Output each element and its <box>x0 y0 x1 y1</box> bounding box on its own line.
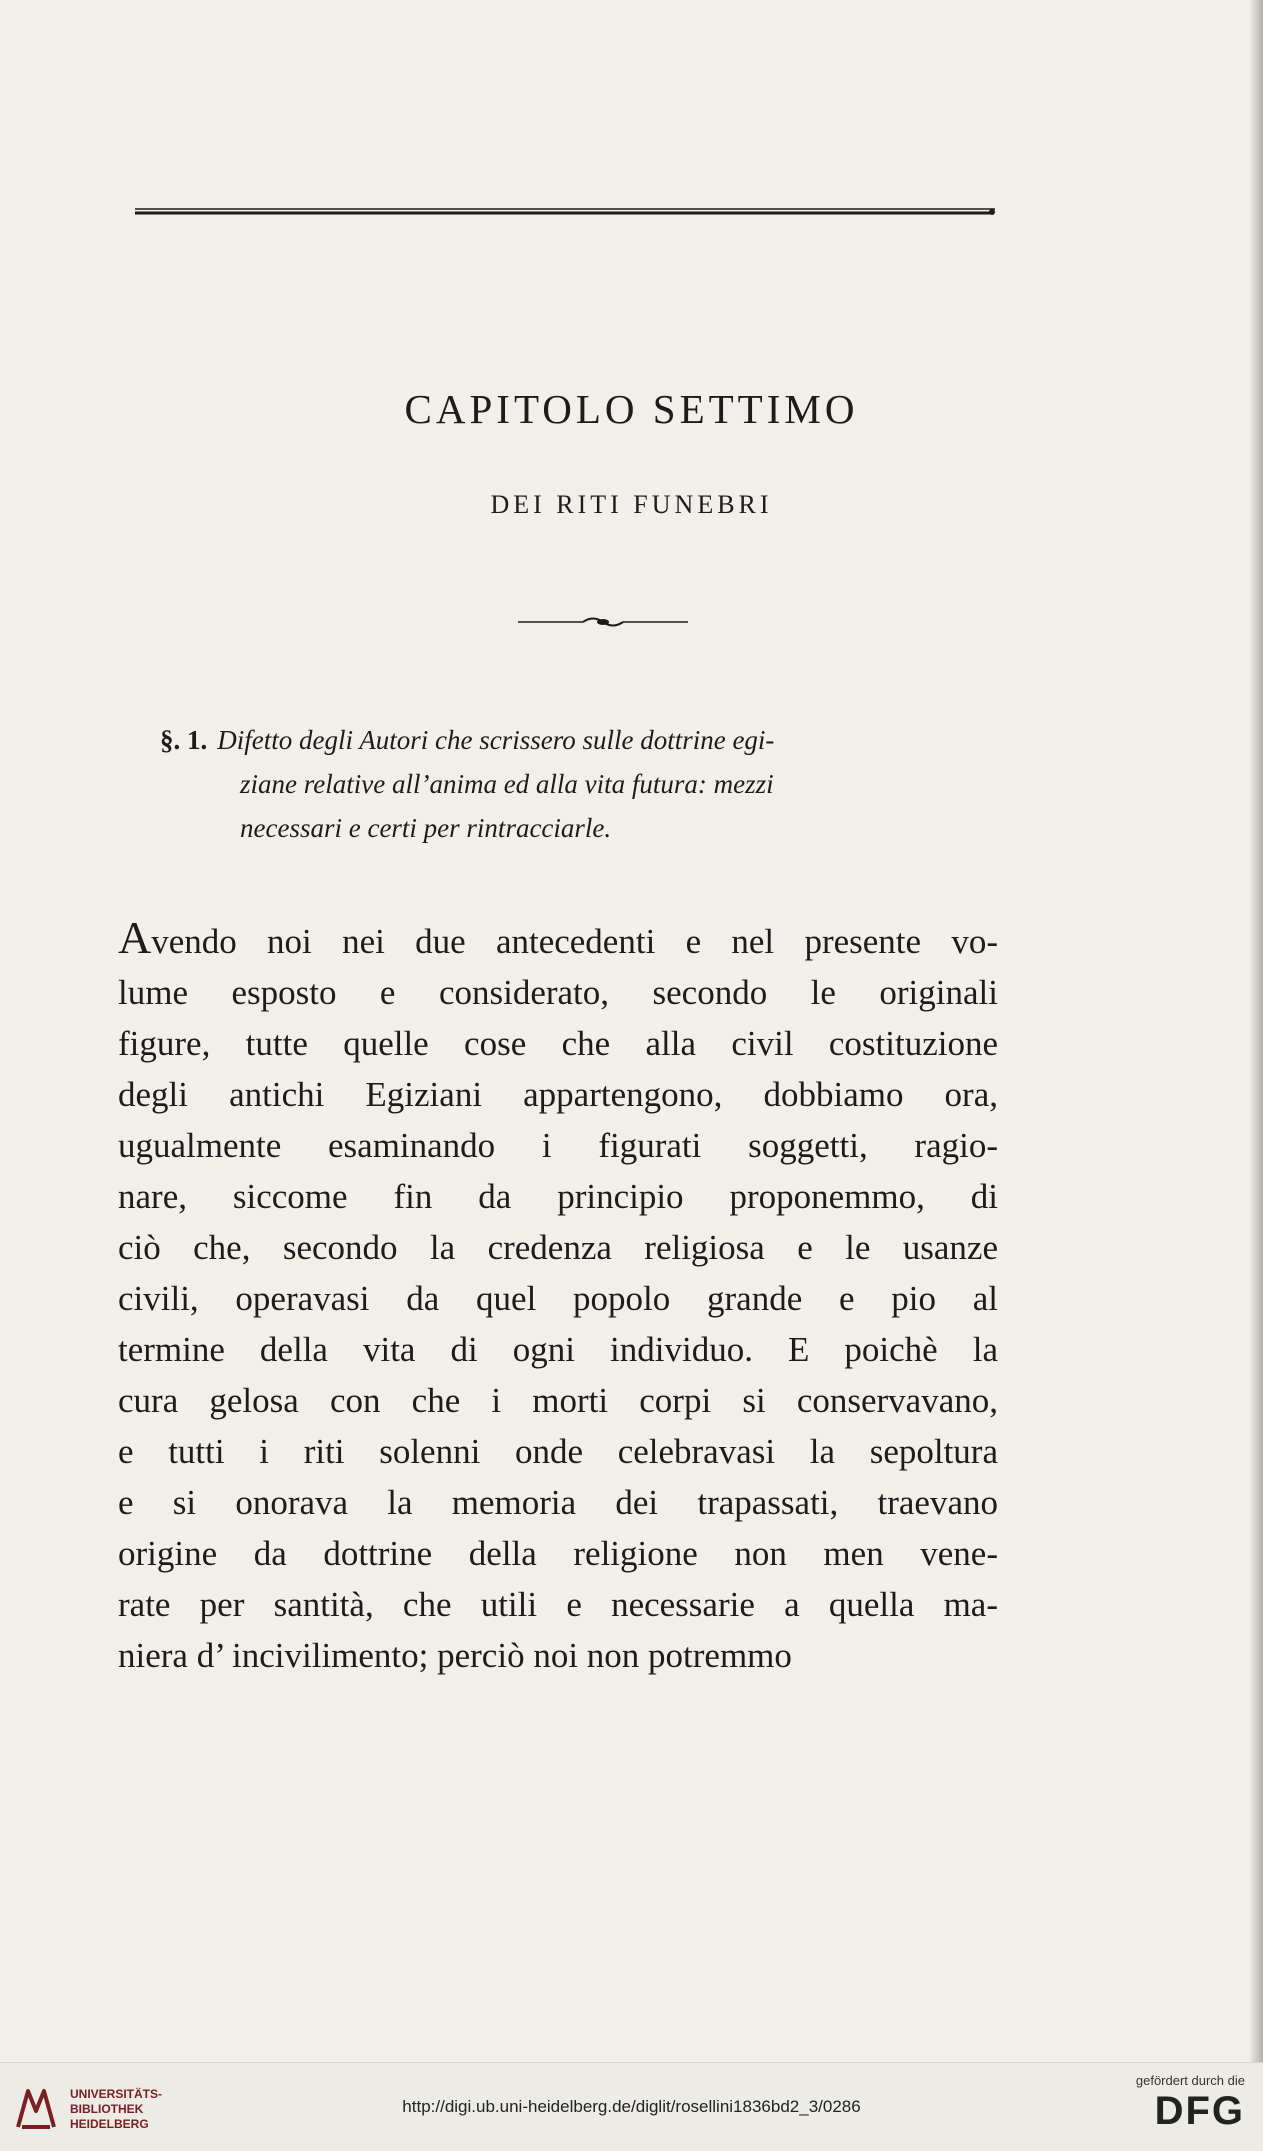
ornament-divider <box>518 612 688 632</box>
viewer-footer <box>0 2062 1263 2151</box>
permalink-url[interactable]: http://digi.ub.uni-heidelberg.de/diglit/rosellini1836bd2_3/0286 <box>402 2097 861 2116</box>
text-line: e tutti i riti solenni onde celebravasi la sepoltura <box>118 1432 998 1471</box>
text-line: niera d’ incivilimento; perciò noi non potremmo <box>118 1636 792 1675</box>
sponsor-logo[interactable] <box>1115 2073 1245 2134</box>
text-line: ugualmente esaminando i figurati soggetti, ragio- <box>118 1126 998 1165</box>
body-text <box>118 912 998 1681</box>
page-edge-shadow <box>1249 0 1263 2062</box>
chapter-subtitle: DEI RITI FUNEBRI <box>490 490 773 519</box>
text-line: degli antichi Egiziani appartengono, dobbiamo ora, <box>118 1075 998 1114</box>
drop-cap: A <box>118 912 152 963</box>
section-heading-line: §. 1. Difetto degli Autori che scrissero sulle dottrine egi- <box>160 725 775 755</box>
section-heading-line: necessari e certi per rintracciarle. <box>240 813 612 843</box>
text-line: civili, operavasi da quel popolo grande e pio al <box>118 1279 998 1318</box>
library-name: UNIVERSITÄTS- BIBLIOTHEK HEIDELBERG <box>70 2087 163 2131</box>
text-line: Avendo noi nei due antecedenti e nel presente vo- <box>118 912 998 963</box>
section-number: §. 1. <box>160 725 208 755</box>
dfg-logo: DFG <box>1154 2089 1245 2133</box>
chapter-title: CAPITOLO SETTIMO <box>404 386 859 432</box>
text-line: cura gelosa con che i morti corpi si conservavano, <box>118 1381 998 1420</box>
text-line: figure, tutte quelle cose che alla civil costituzione <box>118 1024 998 1063</box>
text-line: termine della vita di ogni individuo. E poichè la <box>118 1330 998 1369</box>
section-heading <box>160 718 1000 850</box>
text-line: ciò che, secondo la credenza religiosa e le usanze <box>118 1228 998 1267</box>
text-line: nare, siccome fin da principio proponemmo, di <box>118 1177 998 1216</box>
text-line: origine da dottrine della religione non men vene- <box>118 1534 998 1573</box>
text-line: rate per santità, che utili e necessarie a quella ma- <box>118 1585 998 1624</box>
header-rule <box>135 207 995 217</box>
text-line: e si onorava la memoria dei trapassati, traevano <box>118 1483 998 1522</box>
section-heading-line: ziane relative all’anima ed alla vita futura: mezzi <box>240 769 774 799</box>
text-line: lume esposto e considerato, secondo le originali <box>118 973 998 1012</box>
sponsor-label: gefördert durch die <box>1135 2073 1245 2088</box>
